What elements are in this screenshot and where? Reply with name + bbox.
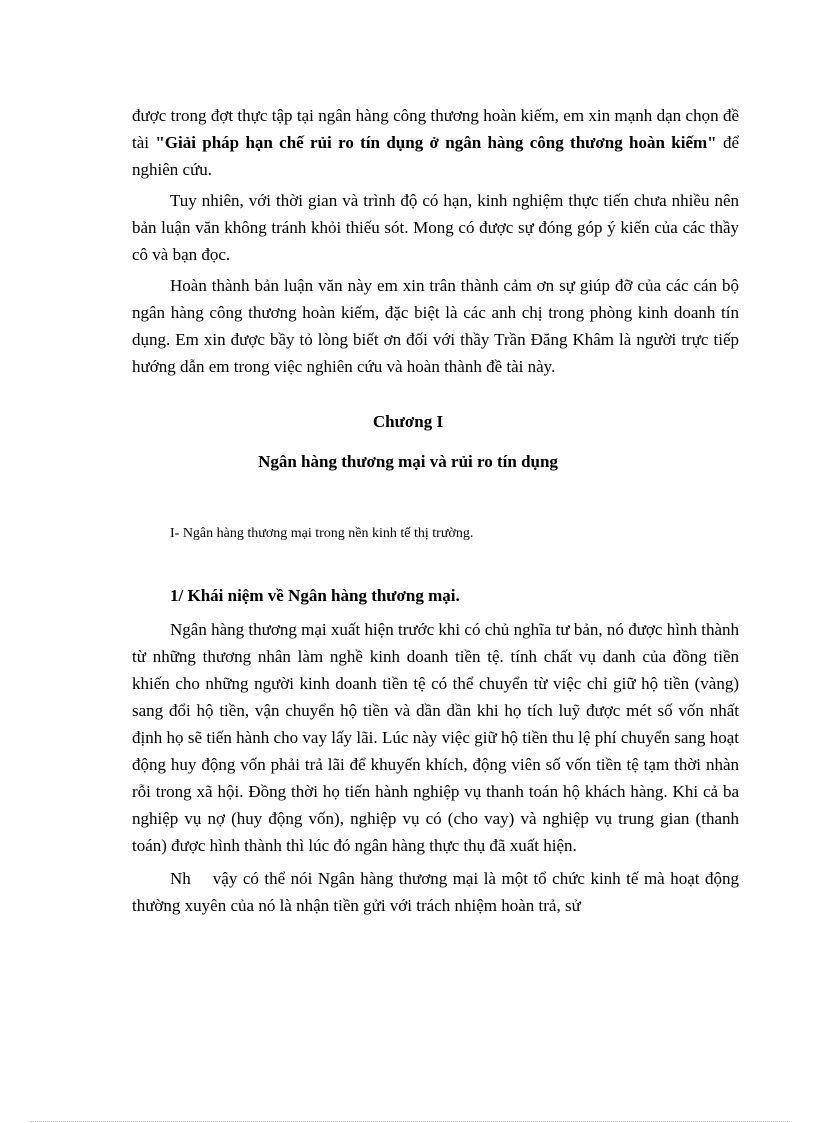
body-text [132,616,744,919]
intro-paragraph-3: Hoàn thành bản luận văn này em xin trân thành cảm ơn sự giúp đỡ của các cán bộ ngân hàng công thương hoàn kiếm, đặc biệt là các anh chị trong phòng kinh doanh tín dụng. Em xin được bầy tỏ lòng biết ơn đối với thầy Trần Đăng Khâm là người trực tiếp hướng dẫn em trong việc nghiên cứu và hoàn thành đề tài này. [132,276,739,376]
thesis-title: "Giải pháp hạn chế rủi ro tín dụng ở ngân hàng công thương hoàn kiếm" [155,133,717,152]
intro-p1-start: được trong đợt thực tập tại ngân hàng công thương hoàn kiếm, em xin mạnh dạn chọn đề tài [132,106,739,152]
body-paragraph-1: Ngân hàng thương mại xuất hiện trước khi có chủ nghĩa tư bản, nó được hình thành từ những thương nhân làm nghề kinh doanh tiền tệ. tính chất vụ danh của đồng tiền khiến cho những người kinh doanh tiền tệ có thể chuyển từ việc chỉ giữ hộ tiền (vàng) sang đổi hộ tiền, vận chuyển hộ tiền và dần dần khi họ tích luỹ được mét số vốn nhất định họ sẽ tiến hành cho vay lấy lãi. Lúc này việc giữ hộ tiền thu lệ phí chuyển sang hoạt động huy động vốn phải trả lãi để khuyến khích, động viên số vốn tiền tệ tạm thời nhàn rỗi trong xã hội. Đồng thời họ tiến hành nghiệp vụ thanh toán hộ khách hàng. Khi cả ba nghiệp vụ nợ (huy động vốn), nghiệp vụ có (cho vay) và nghiệp vụ trung gian (thanh toán) được hình thành thì lúc đó ngân hàng thực thụ đã xuất hiện. [132,620,739,855]
subsection-heading: 1/ Khái niệm về Ngân hàng thương mại. [170,586,460,605]
body-paragraph-2: Nh vậy có thể nói Ngân hàng thương mại là một tổ chức kinh tế mà hoạt động thường xuyên của nó là nhận tiền gửi với trách nhiệm hoàn trả, sử [132,869,744,915]
intro-paragraph-1 [132,102,739,183]
intro-text [132,102,739,380]
section-heading: I- Ngân hàng thương mại trong nền kinh tế thị trường. [170,526,474,541]
page-bottom-divider [30,1121,790,1122]
chapter-label: Chương I [372,412,444,431]
intro-p1-end: để nghiên cứu. [132,133,739,179]
chapter-title: Ngân hàng thương mại và rủi ro tín dụng [258,452,558,471]
intro-paragraph-2: Tuy nhiên, với thời gian và trình độ có hạn, kinh nghiệm thực tiến chưa nhiều nên bản luận văn không tránh khỏi thiếu sót. Mong có được sự đóng góp ý kiến của các thầy cô và bạn đọc. [132,191,739,264]
